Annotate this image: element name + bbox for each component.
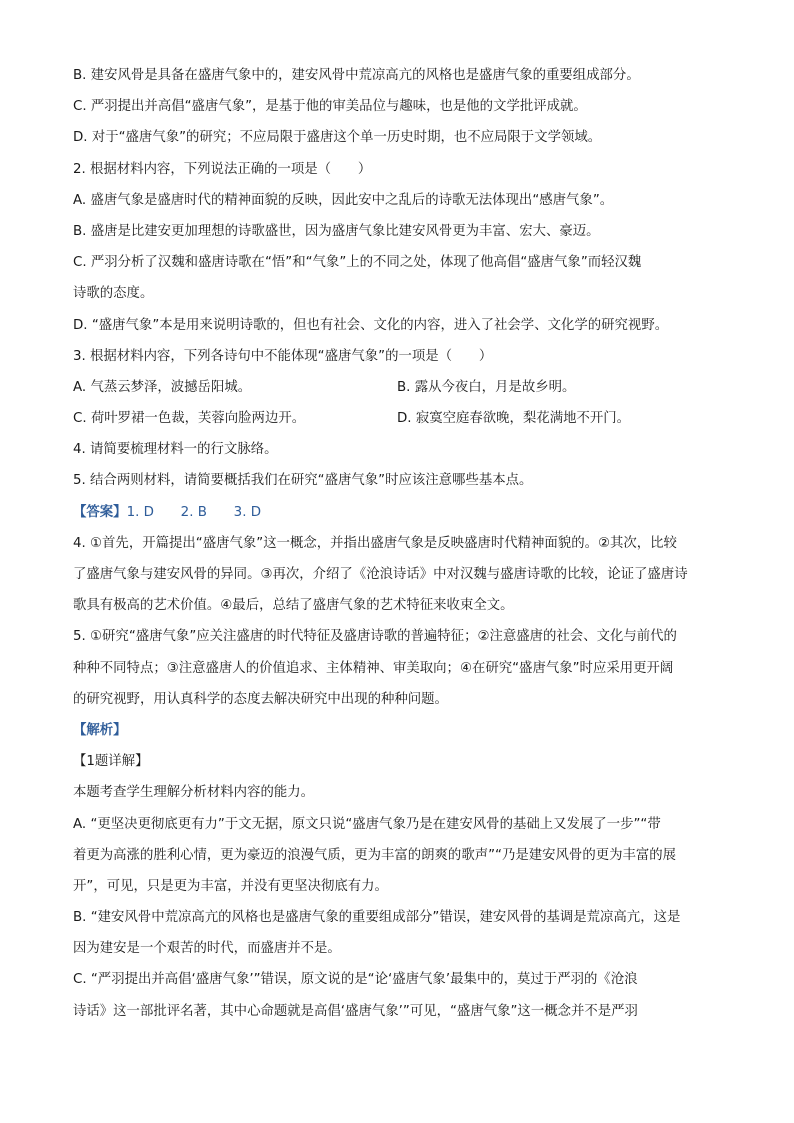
- q1-detail-a-3: 开”，可见，只是更为丰富，并没有更坚决彻底有力。: [73, 878, 388, 894]
- q1-detail-a-1: A. “更坚决更彻底更有力”于文无据，原文只说“盛唐气象乃是在建安风骨的基础上又发展了一步”“带: [73, 816, 661, 832]
- option-d-q3: D. 寂寞空庭春欲晚，梨花满地不开门。: [397, 411, 631, 427]
- options-row-cd: [73, 403, 723, 434]
- option-a-q3: A. 气蒸云梦泽，波撼岳阳城。: [73, 379, 252, 395]
- answer-5-line-2: 种种不同特点；③注意盛唐人的价值追求、主体精神、审美取向；④在研究“盛唐气象”时应采用更开阔: [73, 660, 674, 676]
- option-c-q2-cont: 诗歌的态度。: [73, 286, 154, 302]
- option-c-q2: C. 严羽分析了汉魏和盛唐诗歌在“悟”和“气象”上的不同之处，体现了他高倡“盛唐气象”而轻汉魏: [73, 255, 642, 271]
- q1-detail-heading: 【1题详解】: [73, 754, 149, 770]
- analysis-row: [73, 715, 723, 746]
- option-a-q2: A. 盛唐气象是盛唐时代的精神面貌的反映，因此安中之乱后的诗歌无法体现出“感唐气象”。: [73, 192, 614, 208]
- analysis-label: 【解析】: [73, 722, 127, 738]
- question-3: 3. 根据材料内容，下列各诗句中不能体现“盛唐气象”的一项是（ ）: [73, 348, 493, 364]
- answer-label: 【答案】: [73, 504, 127, 520]
- options-row-ab: [73, 372, 723, 403]
- q1-detail-c-1: C. “严羽提出并高倡‘盛唐气象’”错误，原文说的是“论‘盛唐气象’最集中的，莫过于严羽的《沧浪: [73, 972, 638, 988]
- option-d-q2: D. “盛唐气象”本是用来说明诗歌的，但也有社会、文化的内容，进入了社会学、文化学的研究视野。: [73, 317, 669, 333]
- q1-detail-intro: 本题考查学生理解分析材料内容的能力。: [73, 785, 315, 801]
- option-b-q2: B. 盛唐是比建安更加理想的诗歌盛世，因为盛唐气象比建安风骨更为丰富、宏大、豪迈。: [73, 223, 600, 239]
- option-c-q1: C. 严羽提出并高倡“盛唐气象”，是基于他的审美品位与趣味，也是他的文学批评成就。: [73, 99, 587, 115]
- option-d-q1: D. 对于“盛唐气象”的研究；不应局限于盛唐这个单一历史时期，也不应局限于文学领域。: [73, 130, 602, 146]
- option-b-q1: B. 建安风骨是具备在盛唐气象中的，建安风骨中荒凉高亢的风格也是盛唐气象的重要组成部分。: [73, 68, 640, 83]
- answer-5-line-3: 的研究视野，用认真科学的态度去解决研究中出现的种种问题。: [73, 691, 448, 707]
- question-4: 4. 请简要梳理材料一的行文脉络。: [73, 442, 278, 458]
- option-b-q3: B. 露从今夜白，月是故乡明。: [397, 379, 576, 395]
- q1-detail-a-2: 着更为高涨的胜利心情，更为豪迈的浪漫气质，更为丰富的朗爽的歌声”“乃是建安风骨的更为丰富的展: [73, 847, 677, 863]
- answer-4-line-3: 歌具有极高的艺术价值。④最后，总结了盛唐气象的艺术特征来收束全文。: [73, 598, 514, 614]
- answer-4-line-2: 了盛唐气象与建安风骨的异同。③再次，介绍了《沧浪诗话》中对汉魏与盛唐诗歌的比较，论证了盛唐诗: [73, 567, 688, 582]
- q1-detail-c-2: 诗话》这一部批评名著，其中心命题就是高倡‘盛唐气象’”可见，“盛唐气象”这一概念并不是严羽: [73, 1003, 638, 1019]
- question-5: 5. 结合两则材料，请简要概括我们在研究“盛唐气象”时应该注意哪些基本点。: [73, 473, 533, 489]
- option-c-q3: C. 荷叶罗裙一色裁，芙蓉向脸两边开。: [73, 411, 306, 427]
- document-page: [73, 60, 723, 1027]
- q1-detail-b-1: B. “建安风骨中荒凉高亢的风格也是盛唐气象的重要组成部分”错误，建安风骨的基调是荒凉高亢，这是: [73, 910, 681, 926]
- question-2: 2. 根据材料内容，下列说法正确的一项是（ ）: [73, 161, 372, 177]
- answer-row: [73, 497, 723, 528]
- answer-5-line-1: 5. ①研究“盛唐气象”应关注盛唐的时代特征及盛唐诗歌的普遍特征；②注意盛唐的社会、文化与前代的: [73, 629, 677, 645]
- q1-detail-b-2: 因为建安是一个艰苦的时代，而盛唐并不是。: [73, 941, 341, 957]
- answer-4-line-1: 4. ①首先，开篇提出“盛唐气象”这一概念，并指出盛唐气象是反映盛唐时代精神面貌的。②其次，比较: [73, 535, 677, 551]
- answer-text: 1. D 2. B 3. D: [126, 504, 262, 520]
